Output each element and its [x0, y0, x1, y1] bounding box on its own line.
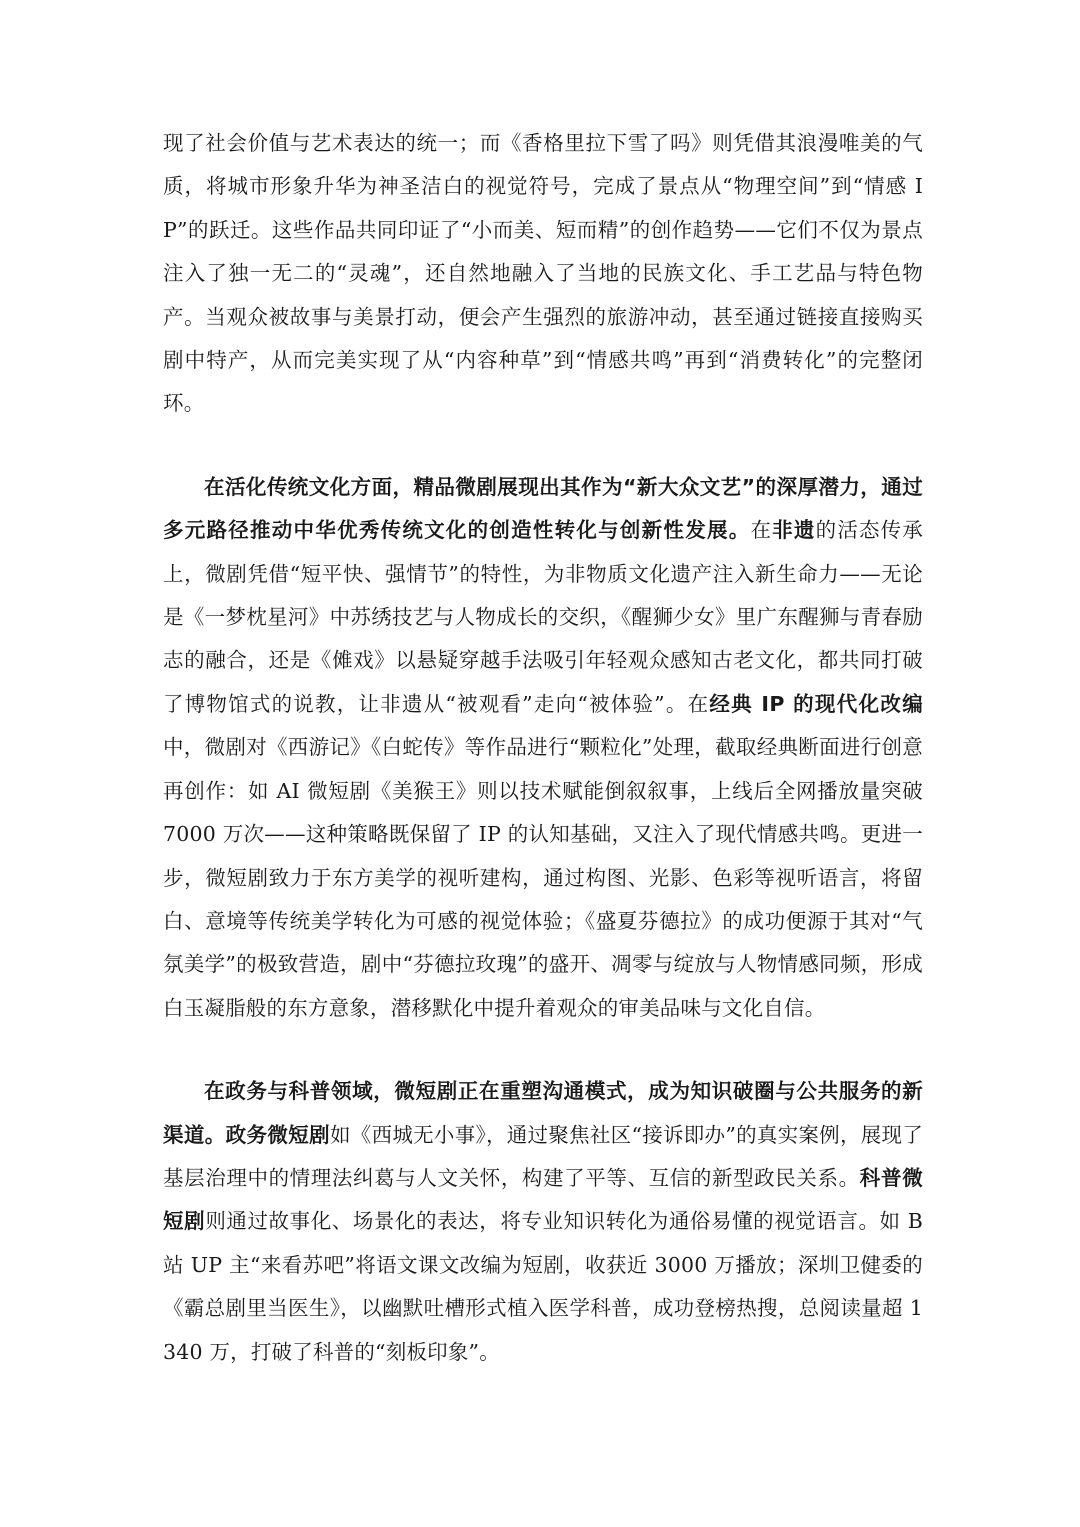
paragraph-gap: [163, 426, 923, 466]
bold-keyword-government-drama: 政务微短剧: [225, 1122, 331, 1147]
bold-keyword-intangible-heritage: 非遗: [772, 518, 816, 543]
bold-lead-sentence: 在活化传统文化方面，精品微剧展现出其作为“新大众文艺”的深厚潜力，通过多元路径推动中华优秀传统文化的创造性转化与创新性发展。: [163, 474, 923, 543]
document-body: [163, 122, 923, 1374]
paragraph-text: 则通过故事化、场景化的表达，将专业知识转化为通俗易懂的视觉语言。如 B 站 UP 主“来看苏吧”将语文课文改编为短剧，收获近 3000 万播放；深圳卫健委的《霸总剧里当医生》，以幽默吐槽形式植入医学科普，成功登榜热搜，总阅读量超 1340 万，打破了科普的“刻板印象”。: [163, 1209, 923, 1364]
bold-keyword-classic-ip: 经典 IP 的现代化改编: [709, 691, 923, 716]
paragraph-traditional-culture: [163, 466, 923, 1030]
paragraph-government-science: [163, 1070, 923, 1374]
bold-keyword-science-drama: 科普微短剧: [163, 1165, 923, 1234]
paragraph-text: 现了社会价值与艺术表达的统一；而《香格里拉下雪了吗》则凭借其浪漫唯美的气质，将城市形象升华为神圣洁白的视觉符号，完成了景点从“物理空间”到“情感 IP”的跃迁。这些作品共同印证了“小而美、短而精”的创作趋势——它们不仅为景点注入了独一无二的“灵魂”，还自然地融入了当地的民族文化、手工艺品与特色物产。当观众被故事与美景打动，便会产生强烈的旅游冲动，甚至通过链接直接购买剧中特产，从而完美实现了从“内容种草”到“情感共鸣”再到“消费转化”的完整闭环。: [163, 131, 923, 416]
paragraph-text: 的活态传承上，微剧凭借“短平快、强情节”的特性，为非物质文化遗产注入新生命力——无论是《一梦枕星河》中苏绣技艺与人物成长的交织，《醒狮少女》里广东醒狮与青春励志的融合，还是《傩戏》以悬疑穿越手法吸引年轻观众感知古老文化，都共同打破了博物馆式的说教，让非遗从“被观看”走向“被体验”。在: [163, 518, 924, 716]
paragraph-tourism: [163, 122, 923, 426]
bold-lead-sentence: 在政务与科普领域，微短剧正在重塑沟通模式，成为知识破圈与公共服务的新渠道。: [163, 1079, 923, 1147]
paragraph-text: 如《西城无小事》，通过聚焦社区“接诉即办”的真实案例，展现了基层治理中的情理法纠葛与人文关怀，构建了平等、互信的新型政民关系。: [163, 1122, 923, 1190]
paragraph-gap: [163, 1030, 923, 1070]
paragraph-text: 在: [750, 518, 773, 543]
paragraph-text: 中，微剧对《西游记》《白蛇传》等作品进行“颗粒化”处理，截取经典断面进行创意再创作：如 AI 微短剧《美猴王》则以技术赋能倒叙叙事，上线后全网播放量突破 7000 万次——这种策略既保留了 IP 的认知基础，又注入了现代情感共鸣。更进一步，微短剧致力于东方美学的视听建构，通过构图、光影、色彩等视听语言，将留白、意境等传统美学转化为可感的视觉体验；《盛夏芬德拉》的成功便源于其对“气氛美学”的极致营造，剧中“芬德拉玫瑰”的盛开、凋零与绽放与人物情感同频，形成白玉凝脂般的东方意象，潜移默化中提升着观众的审美品味与文化自信。: [163, 735, 923, 1020]
